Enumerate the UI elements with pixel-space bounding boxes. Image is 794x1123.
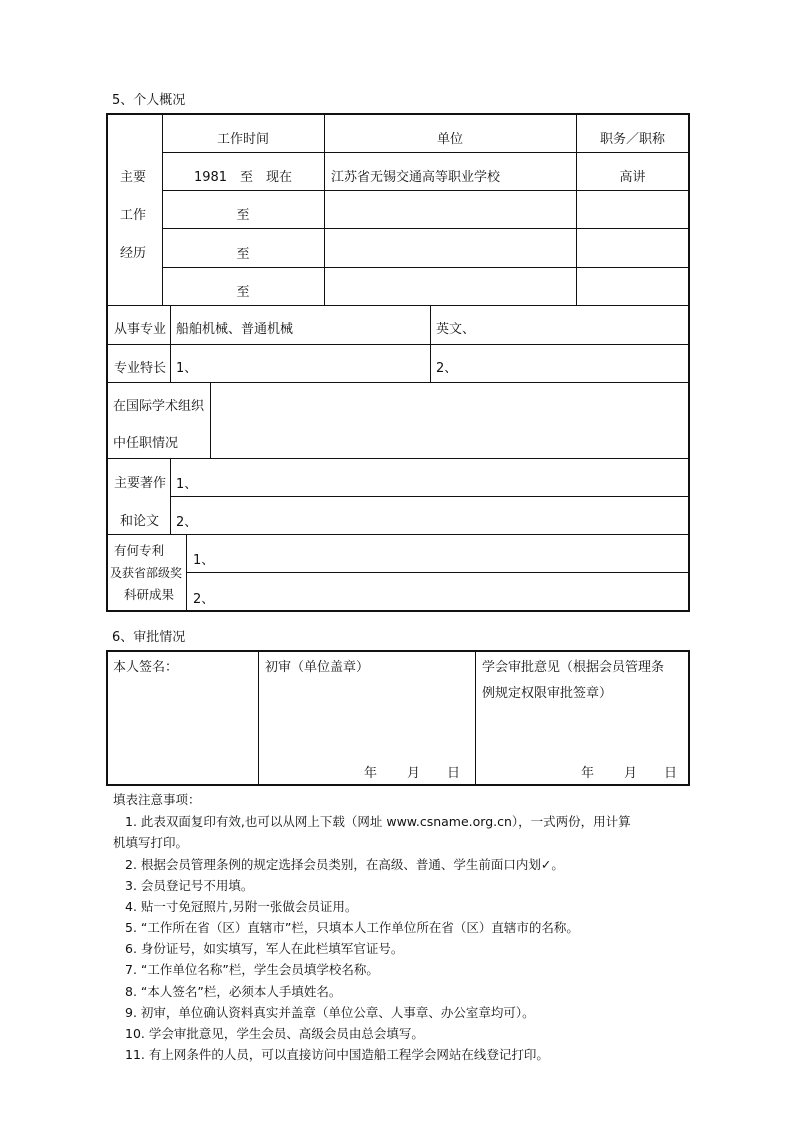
note-item: 4. 贴一寸免冠照片,另附一张做会员证用。 xyxy=(125,899,358,914)
row4-time: 至 xyxy=(236,285,250,300)
patents-label-1: 有何专利 xyxy=(114,543,165,558)
row1-time: 1981 至 现在 xyxy=(193,170,293,185)
section-6-title: 6、审批情况 xyxy=(112,630,186,645)
works-label-2: 和论文 xyxy=(120,514,160,529)
note-item: 8. “本人签名”栏，必须本人手填姓名。 xyxy=(125,984,342,999)
patents-label-2: 及获省部级奖 xyxy=(110,566,183,580)
note-item: 5. “工作所在省（区）直辖市”栏，只填本人工作单位所在省（区）直辖市的名称。 xyxy=(125,920,579,935)
intl-org-label-1: 在国际学术组织 xyxy=(113,399,205,414)
specialty-value: 船舶机械、普通机械 xyxy=(176,322,294,337)
expertise-item-2: 2、 xyxy=(436,361,458,376)
note-item: 10. 学会审批意见，学生会员、高级会员由总会填写。 xyxy=(125,1026,424,1041)
patents-item-1: 1、 xyxy=(193,553,215,568)
row2-time: 至 xyxy=(236,208,250,223)
row1-title: 高讲 xyxy=(619,170,646,185)
initial-review-label: 初审（单位盖章） xyxy=(265,660,370,675)
society-review-label-1: 学会审批意见（根据会员管理条 xyxy=(482,660,665,675)
section-5-title: 5、个人概况 xyxy=(112,93,186,108)
initial-date-day: 日 xyxy=(447,766,461,781)
notes-title: 填表注意事项： xyxy=(113,792,201,807)
header-unit: 单位 xyxy=(436,132,463,147)
note-item: 11. 有上网条件的人员，可以直接访问中国造船工程学会网站在线登记打印。 xyxy=(125,1047,549,1062)
intl-org-label-2: 中任职情况 xyxy=(113,436,179,451)
society-date-year: 年 xyxy=(581,766,595,781)
note-item: 3. 会员登记号不用填。 xyxy=(125,878,254,893)
header-position: 职务／职称 xyxy=(599,132,665,147)
note-item: 机填写打印。 xyxy=(113,835,189,850)
initial-date-year: 年 xyxy=(364,766,378,781)
note-item: 1. 此表双面复印有效,也可以从网上下载（网址 www.csname.org.cn），一式两份，用计算 xyxy=(125,814,631,829)
note-item: 6. 身份证号，如实填写，军人在此栏填军官证号。 xyxy=(125,941,404,956)
language-value: 英文、 xyxy=(436,322,476,337)
expertise-label: 专业特长 xyxy=(114,361,167,376)
header-work-time: 工作时间 xyxy=(216,132,269,147)
work-history-label-3: 经历 xyxy=(120,246,147,261)
note-item: 7. “工作单位名称”栏，学生会员填学校名称。 xyxy=(125,962,379,977)
society-date-month: 月 xyxy=(624,766,638,781)
row1-unit: 江苏省无锡交通高等职业学校 xyxy=(331,170,501,185)
specialty-label: 从事专业 xyxy=(114,322,167,337)
society-review-label-2: 例规定权限审批签章） xyxy=(482,686,613,701)
expertise-item-1: 1、 xyxy=(176,361,198,376)
note-item: 9. 初审，单位确认资料真实并盖章（单位公章、人事章、办公室章均可）。 xyxy=(125,1005,535,1020)
signature-label: 本人签名： xyxy=(113,660,179,675)
row3-time: 至 xyxy=(236,247,250,262)
patents-label-3: 科研成果 xyxy=(124,587,175,602)
initial-date-month: 月 xyxy=(407,766,421,781)
works-item-2: 2、 xyxy=(176,515,198,530)
note-item: 2. 根据会员管理条例的规定选择会员类别，在高级、普通、学生前面口内划✓。 xyxy=(125,857,564,872)
patents-item-2: 2、 xyxy=(193,592,215,607)
works-item-1: 1、 xyxy=(176,477,198,492)
works-label-1: 主要著作 xyxy=(114,476,167,491)
society-date-day: 日 xyxy=(664,766,678,781)
work-history-label-1: 主要 xyxy=(120,170,147,185)
work-history-label-2: 工作 xyxy=(120,208,147,223)
